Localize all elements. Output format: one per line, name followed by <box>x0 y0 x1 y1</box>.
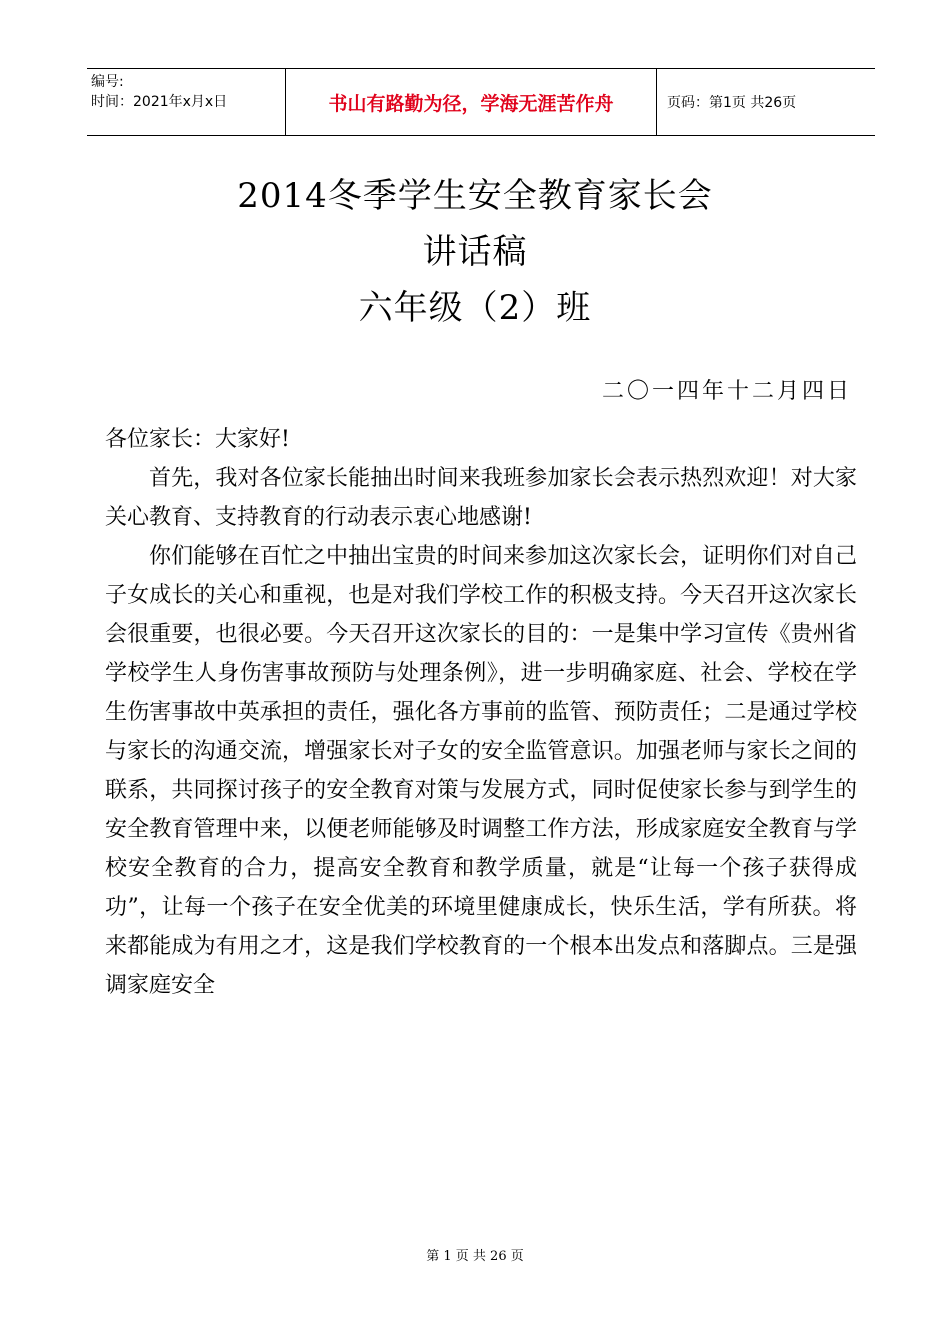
title-line-1: 2014冬季学生安全教育家长会 <box>237 176 713 216</box>
title-line-3: 六年级（2）班 <box>358 288 592 328</box>
greeting: 各位家长：大家好! <box>105 427 290 452</box>
document-body <box>105 420 857 1005</box>
time-label: 时间：2021年x月x日 <box>91 94 228 110</box>
page-footer: 第 1 页 共 26 页 <box>426 1249 524 1264</box>
document-date: 二〇一四年十二月四日 <box>601 379 852 404</box>
number-label: 编号: <box>91 74 124 90</box>
paragraph-2: 你们能够在百忙之中抽出宝贵的时间来参加这次家长会，证明你们对自己子女成长的关心和重视，也是对我们学校工作的积极支持。今天召开这次家长会很重要，也很必要。今天召开这次家长的目的：一是集中学习宣传《贵州省学校学生人身伤害事故预防与处理条例》，进一步明确家庭、社会、学校在学生伤害事故中英承担的责任，强化各方事前的监管、预防责任；二是通过学校与家长的沟通交流，增强家长对子女的安全监管意识。加强老师与家长之间的联系，共同探讨孩子的安全教育对策与发展方式，同时促使家长参与到学生的安全教育管理中来，以便老师能够及时调整工作方法，形成家庭安全教育与学校安全教育的合力，提高安全教育和教学质量，就是“让每一个孩子获得成功”，让每一个孩子在安全优美的环境里健康成长，快乐生活，学有所获。将来都能成为有用之才，这是我们学校教育的一个根本出发点和落脚点。三是强调家庭安全 <box>105 544 857 998</box>
header-table <box>87 68 875 136</box>
header-meta <box>87 69 285 135</box>
header-page-info: 页码：第1页 共26页 <box>667 95 797 111</box>
title-line-2: 讲话稿 <box>422 232 528 272</box>
document-title <box>0 168 950 336</box>
header-motto: 书山有路勤为径，学海无涯苦作舟 <box>285 69 657 135</box>
paragraph-1: 首先，我对各位家长能抽出时间来我班参加家长会表示热烈欢迎！对大家关心教育、支持教育的行动表示衷心地感谢! <box>105 466 857 530</box>
